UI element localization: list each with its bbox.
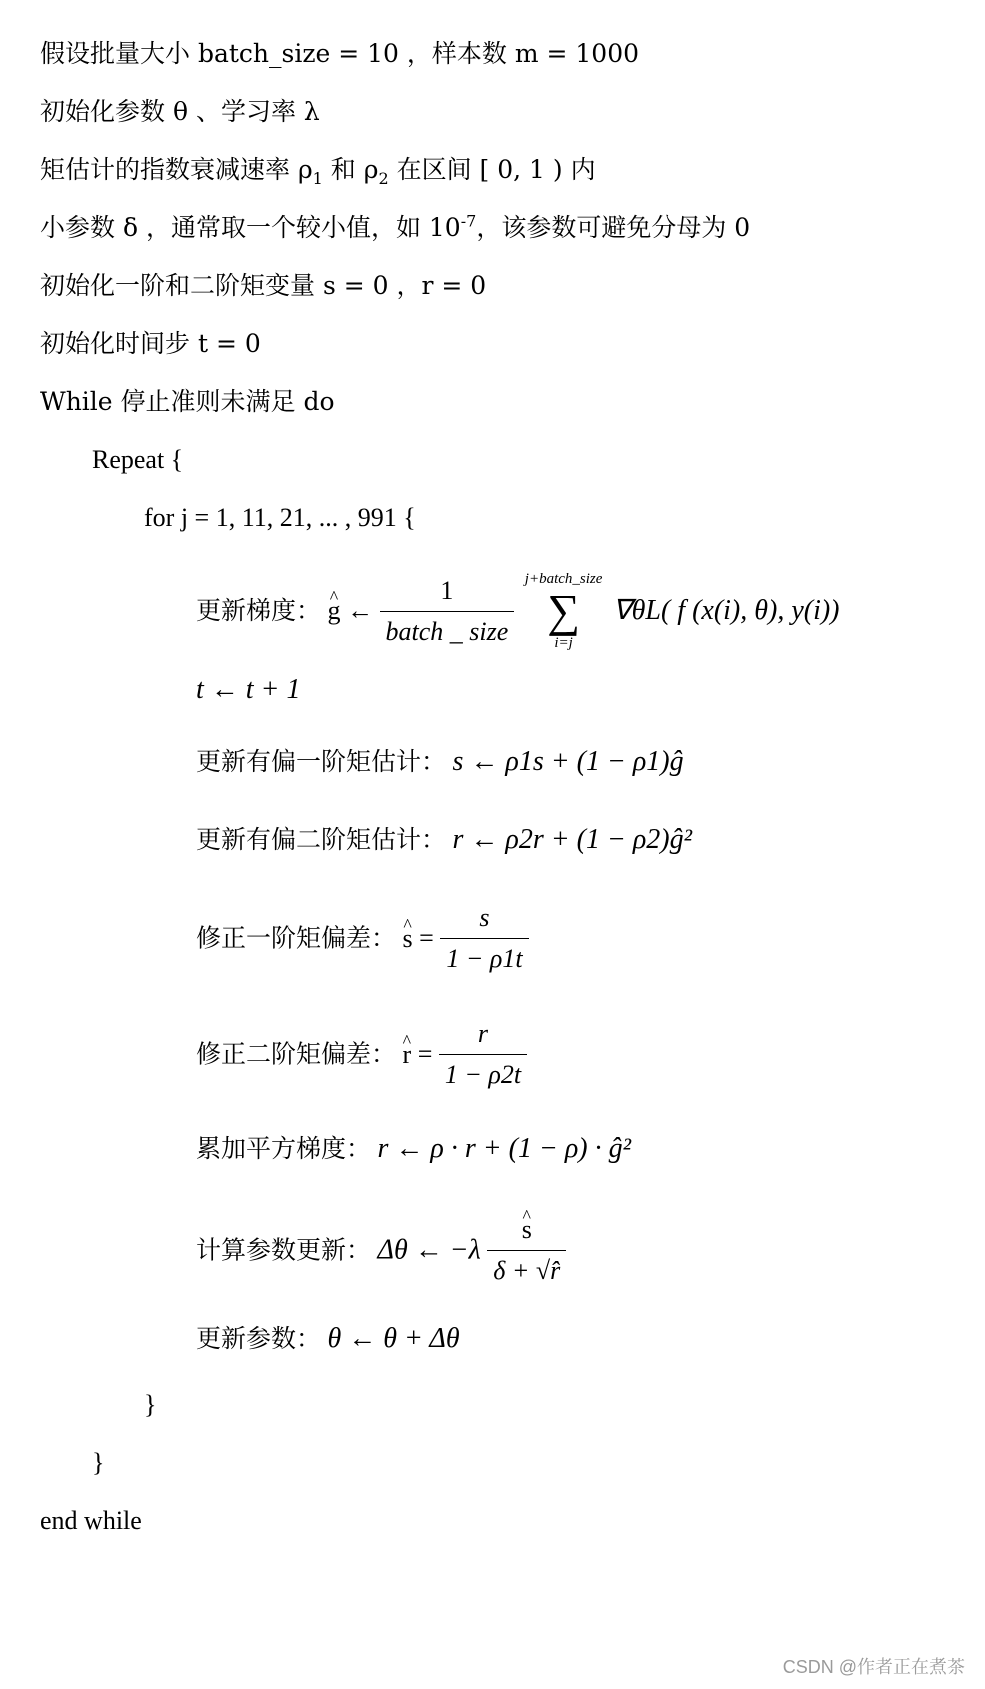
math-arrow: ← — [347, 596, 374, 625]
math-denominator: 1 − ρ2t — [444, 1060, 522, 1089]
math-delta-lhs: Δθ ← −λ — [377, 1234, 481, 1266]
subscript: 2 — [378, 169, 389, 188]
watermark: CSDN @作者正在煮茶 — [782, 1657, 965, 1677]
text: ，该参数可避免分母为 0 — [476, 213, 751, 242]
close-repeat-brace: } — [92, 1448, 105, 1477]
math-g-hat: ^ g — [328, 591, 341, 631]
step-correct-first-moment — [196, 898, 529, 979]
step-correct-second-moment — [196, 1014, 527, 1095]
math-denominator: 1 − ρ1t — [446, 944, 523, 973]
math-expression: s ← ρ1s + (1 − ρ1)ĝ — [452, 746, 684, 777]
math-fraction — [487, 1210, 566, 1291]
text: 矩估计的指数衰减速率 ρ — [40, 155, 313, 184]
math-fraction — [380, 571, 515, 652]
superscript: -7 — [460, 211, 477, 231]
line-decay-rates — [40, 153, 596, 187]
math-sum-body: ∇θL( f (x(i), θ), y(i)) — [612, 595, 840, 626]
line-end-while: end while — [40, 1506, 142, 1535]
line-repeat: Repeat { — [92, 445, 184, 474]
step-label: 修正二阶矩偏差： — [196, 1039, 397, 1069]
step-update-gradient — [196, 570, 840, 652]
step-label: 修正一阶矩偏差： — [196, 923, 397, 953]
text: 和 ρ — [322, 155, 379, 184]
subscript: 1 — [312, 169, 323, 188]
step-label: 累加平方梯度： — [196, 1134, 372, 1163]
math-numerator: r — [439, 1014, 527, 1055]
math-expression: r ← ρ2r + (1 − ρ2)ĝ² — [452, 824, 693, 855]
step-update-params — [196, 1322, 460, 1356]
line-init-moments: 初始化一阶和二阶矩变量 s = 0 ，r = 0 — [40, 271, 487, 300]
math-numerator: ^ s — [487, 1210, 566, 1251]
step-label: 更新有偏一阶矩估计： — [196, 747, 447, 776]
step-label: 更新有偏二阶矩估计： — [196, 825, 447, 854]
step-compute-update — [196, 1210, 566, 1291]
text: 小参数 δ ，通常取一个较小值，如 10 — [40, 213, 461, 242]
line-batch-size: 假设批量大小 batch_size = 10 ，样本数 m = 1000 — [40, 39, 640, 68]
math-denominator: batch _ size — [385, 616, 509, 646]
math-denominator: δ + √r̂ — [493, 1256, 561, 1285]
sum-upper-limit: j+batch_size — [524, 571, 603, 587]
math-fraction — [440, 898, 528, 979]
step-label: 计算参数更新： — [196, 1235, 372, 1265]
step-label: 更新参数： — [196, 1324, 322, 1353]
math-numerator: 1 — [380, 571, 515, 612]
math-r-hat: ^ r — [403, 1035, 412, 1075]
math-numerator: s — [440, 898, 528, 939]
sigma-symbol: ∑ — [547, 585, 580, 636]
line-init-params: 初始化参数 θ 、学习率 λ — [40, 97, 320, 126]
math-summation — [525, 570, 603, 652]
math-expression: r ← ρ · r + (1 − ρ) · ĝ² — [377, 1133, 632, 1164]
step-label: 更新梯度： — [196, 596, 322, 625]
sum-lower-limit: i=j — [554, 635, 573, 651]
line-small-delta — [40, 211, 750, 245]
math-equals: = — [419, 923, 434, 953]
step-biased-second-moment — [196, 823, 692, 857]
line-init-time: 初始化时间步 t = 0 — [40, 329, 261, 358]
line-while: While 停止准则未满足 do — [40, 387, 335, 416]
line-for-loop: for j = 1, 11, 21, ... , 991 { — [144, 503, 416, 532]
step-accumulate-squared-gradient — [196, 1132, 631, 1166]
math-s-hat: ^ s — [403, 919, 413, 959]
math-equals: = — [417, 1039, 433, 1069]
step-biased-first-moment — [196, 745, 684, 779]
math-fraction — [439, 1014, 527, 1095]
step-time-update: t ← t + 1 — [196, 674, 301, 705]
math-expression: θ ← θ + Δθ — [327, 1323, 460, 1354]
close-for-brace: } — [144, 1390, 157, 1419]
text: 在区间 [ 0, 1 ) 内 — [388, 155, 596, 184]
